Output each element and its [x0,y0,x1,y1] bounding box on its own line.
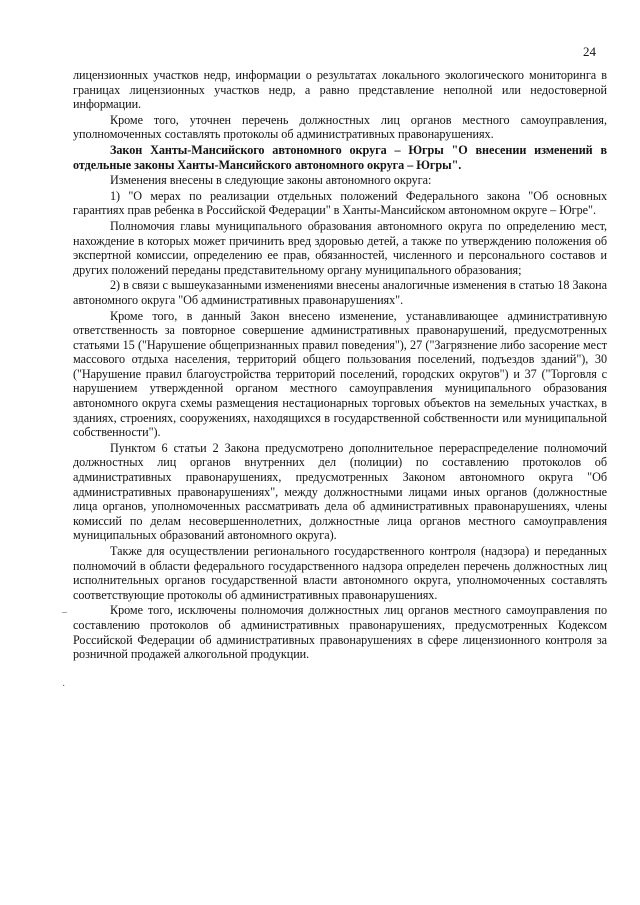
paragraph: Кроме того, уточнен перечень должностных лиц органов местного самоуправления, уполномоченных составлять протоколы об административных правонарушениях. [73,112,607,142]
paragraph: Также для осуществлении регионального государственного контроля (надзора) и переданных полномочий в области федерального государственного надзора определен перечень должностных лиц исполнительных органов государственной власти автономного округа, уполномоченных составлять соответствующие протоколы об административных правонарушениях. [73,544,607,602]
paragraph: лицензионных участков недр, информации о результатах локального экологического мониторинга в границах лицензионных участков недр, а равно представление неполной или недостоверной информации. [73,68,607,112]
paragraph: Кроме того, исключены полномочия должностных лиц органов местного самоуправления по составлению протоколов об административных правонарушениях, предусмотренных Кодексом Российской Федерации об административных правонарушениях в сфере лицензионного контроля за розничной продажей алкогольной продукции. [73,603,607,662]
paragraph: Полномочия главы муниципального образования автономного округа по определению мест, нахождение в которых может причинить вред здоровью детей, а также по утверждению положения об экспертной комиссии, определению ее прав, обязанностей, численного и персонального составов и других положений переданы представительному органу муниципального образования; [73,218,607,277]
paragraph: Изменения внесены в следующие законы автономного округа: [110,173,432,188]
paragraph: 2) в связи с вышеуказанными изменениями внесены аналогичные изменения в статью 18 Закона автономного округа "Об административных правонарушениях". [73,278,607,307]
paragraph: Кроме того, в данный Закон внесено изменение, устанавливающее административную ответственность за повторное совершение административных правонарушений, предусмотренных статьями 15 ("Нарушение общепризнанных правил поведения"), 27 ("Загрязнение либо засорение мест массового отдыха населения, территорий общего пользования поселений, подъездов зданий"), 30 ("Нарушение правил благоустройства территорий поселений, городских округов") и 37 ("Торговля с нарушением утвержденной органом местного самоуправления муниципального образования автономного округа схемы размещения нестационарных торговых объектов на земельных участках, в зданиях, строениях, сооружениях, находящихся в государственной собственности или муниципальной собственности"). [73,308,607,440]
margin-mark: – [62,607,67,618]
margin-mark: · [62,681,66,692]
law-heading: Закон Ханты-Мансийского автономного округа – Югры "О внесении изменений в отдельные законы Ханты-Мансийского автономного округа – Югры". [73,142,607,172]
paragraph: Пунктом 6 статьи 2 Закона предусмотрено дополнительное перераспределение полномочий должностных лиц органов внутренних дел (полиции) по составлению протоколов об административных правонарушениях, предусмотренных Законом автономного округа "Об административных правонарушениях", между должностными лицами иных органов (должностные лица органов, уполномоченных рассматривать дела об административных правонарушениях, члены комиссий по делам несовершеннолетних, должностные лица органов местного самоуправления муниципальных образований автономного округа). [73,440,607,543]
document-body [73,68,607,663]
page-number: 24 [583,44,596,59]
paragraph: 1) "О мерах по реализации отдельных положений Федерального закона "Об основных гарантиях прав ребенка в Российской Федерации" в Ханты-Мансийском автономном округе – Югре". [73,188,607,218]
